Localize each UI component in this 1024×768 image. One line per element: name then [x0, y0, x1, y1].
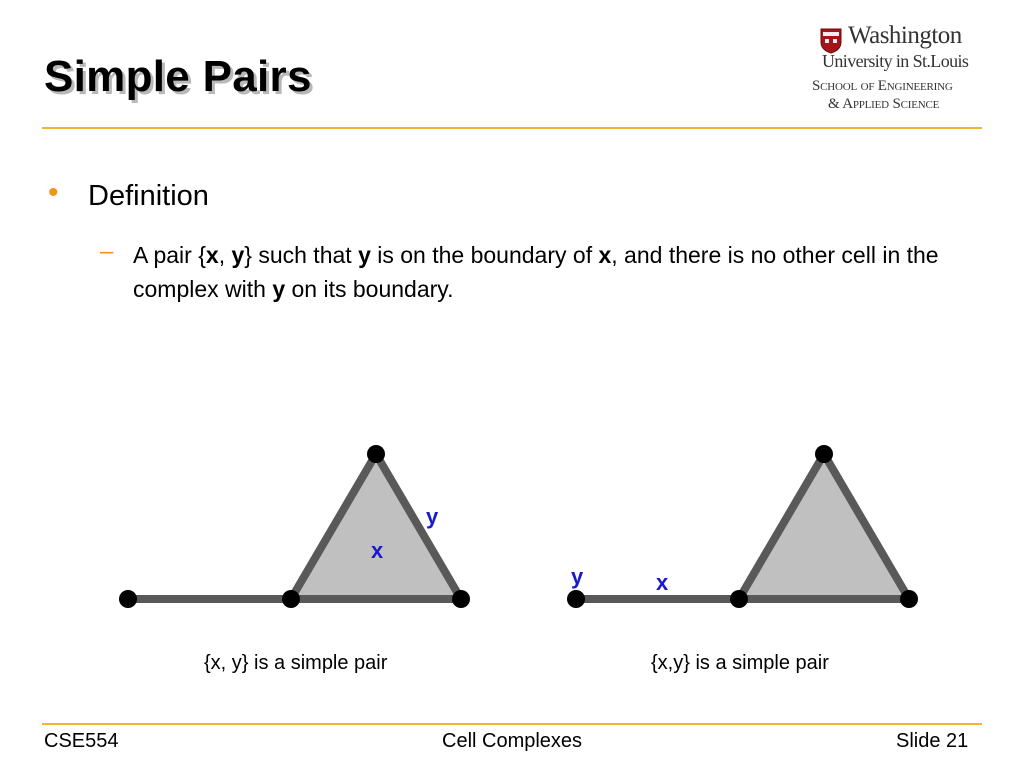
slide-title: Simple Pairs	[44, 52, 312, 101]
vertex	[119, 590, 137, 608]
diagram-right	[567, 445, 918, 608]
vertex	[567, 590, 585, 608]
label-x-left: x	[371, 538, 384, 563]
label-y-right: y	[571, 564, 584, 589]
logo-washington: Washington	[848, 22, 962, 49]
triangle-face-right	[739, 454, 909, 599]
bullet-definition: Definition	[88, 180, 209, 212]
vertex	[815, 445, 833, 463]
footer-course: CSE554	[44, 730, 119, 752]
diagram-left	[119, 445, 470, 608]
footer-divider	[42, 723, 982, 725]
vertex	[282, 590, 300, 608]
footer-topic: Cell Complexes	[442, 730, 583, 752]
caption-left: {x, y} is a simple pair	[204, 652, 388, 674]
logo-applied-science: & Applied Science	[828, 96, 940, 112]
sub-bullet-marker: –	[100, 238, 114, 265]
vertex	[900, 590, 918, 608]
caption-right: {x,y} is a simple pair	[651, 652, 829, 674]
definition-text: A pair {x, y} such that y is on the boundary of x, and there is no other cell in the complex with y on its boundary.	[133, 242, 939, 302]
vertex	[730, 590, 748, 608]
footer-slide-number: Slide 21	[896, 730, 969, 752]
bullet-marker: •	[48, 176, 59, 209]
vertex	[452, 590, 470, 608]
label-x-right: x	[656, 570, 669, 595]
vertex	[367, 445, 385, 463]
logo-school: School of Engineering	[812, 78, 953, 94]
logo-university: University in St.Louis	[822, 51, 969, 71]
label-y-left: y	[426, 504, 439, 529]
